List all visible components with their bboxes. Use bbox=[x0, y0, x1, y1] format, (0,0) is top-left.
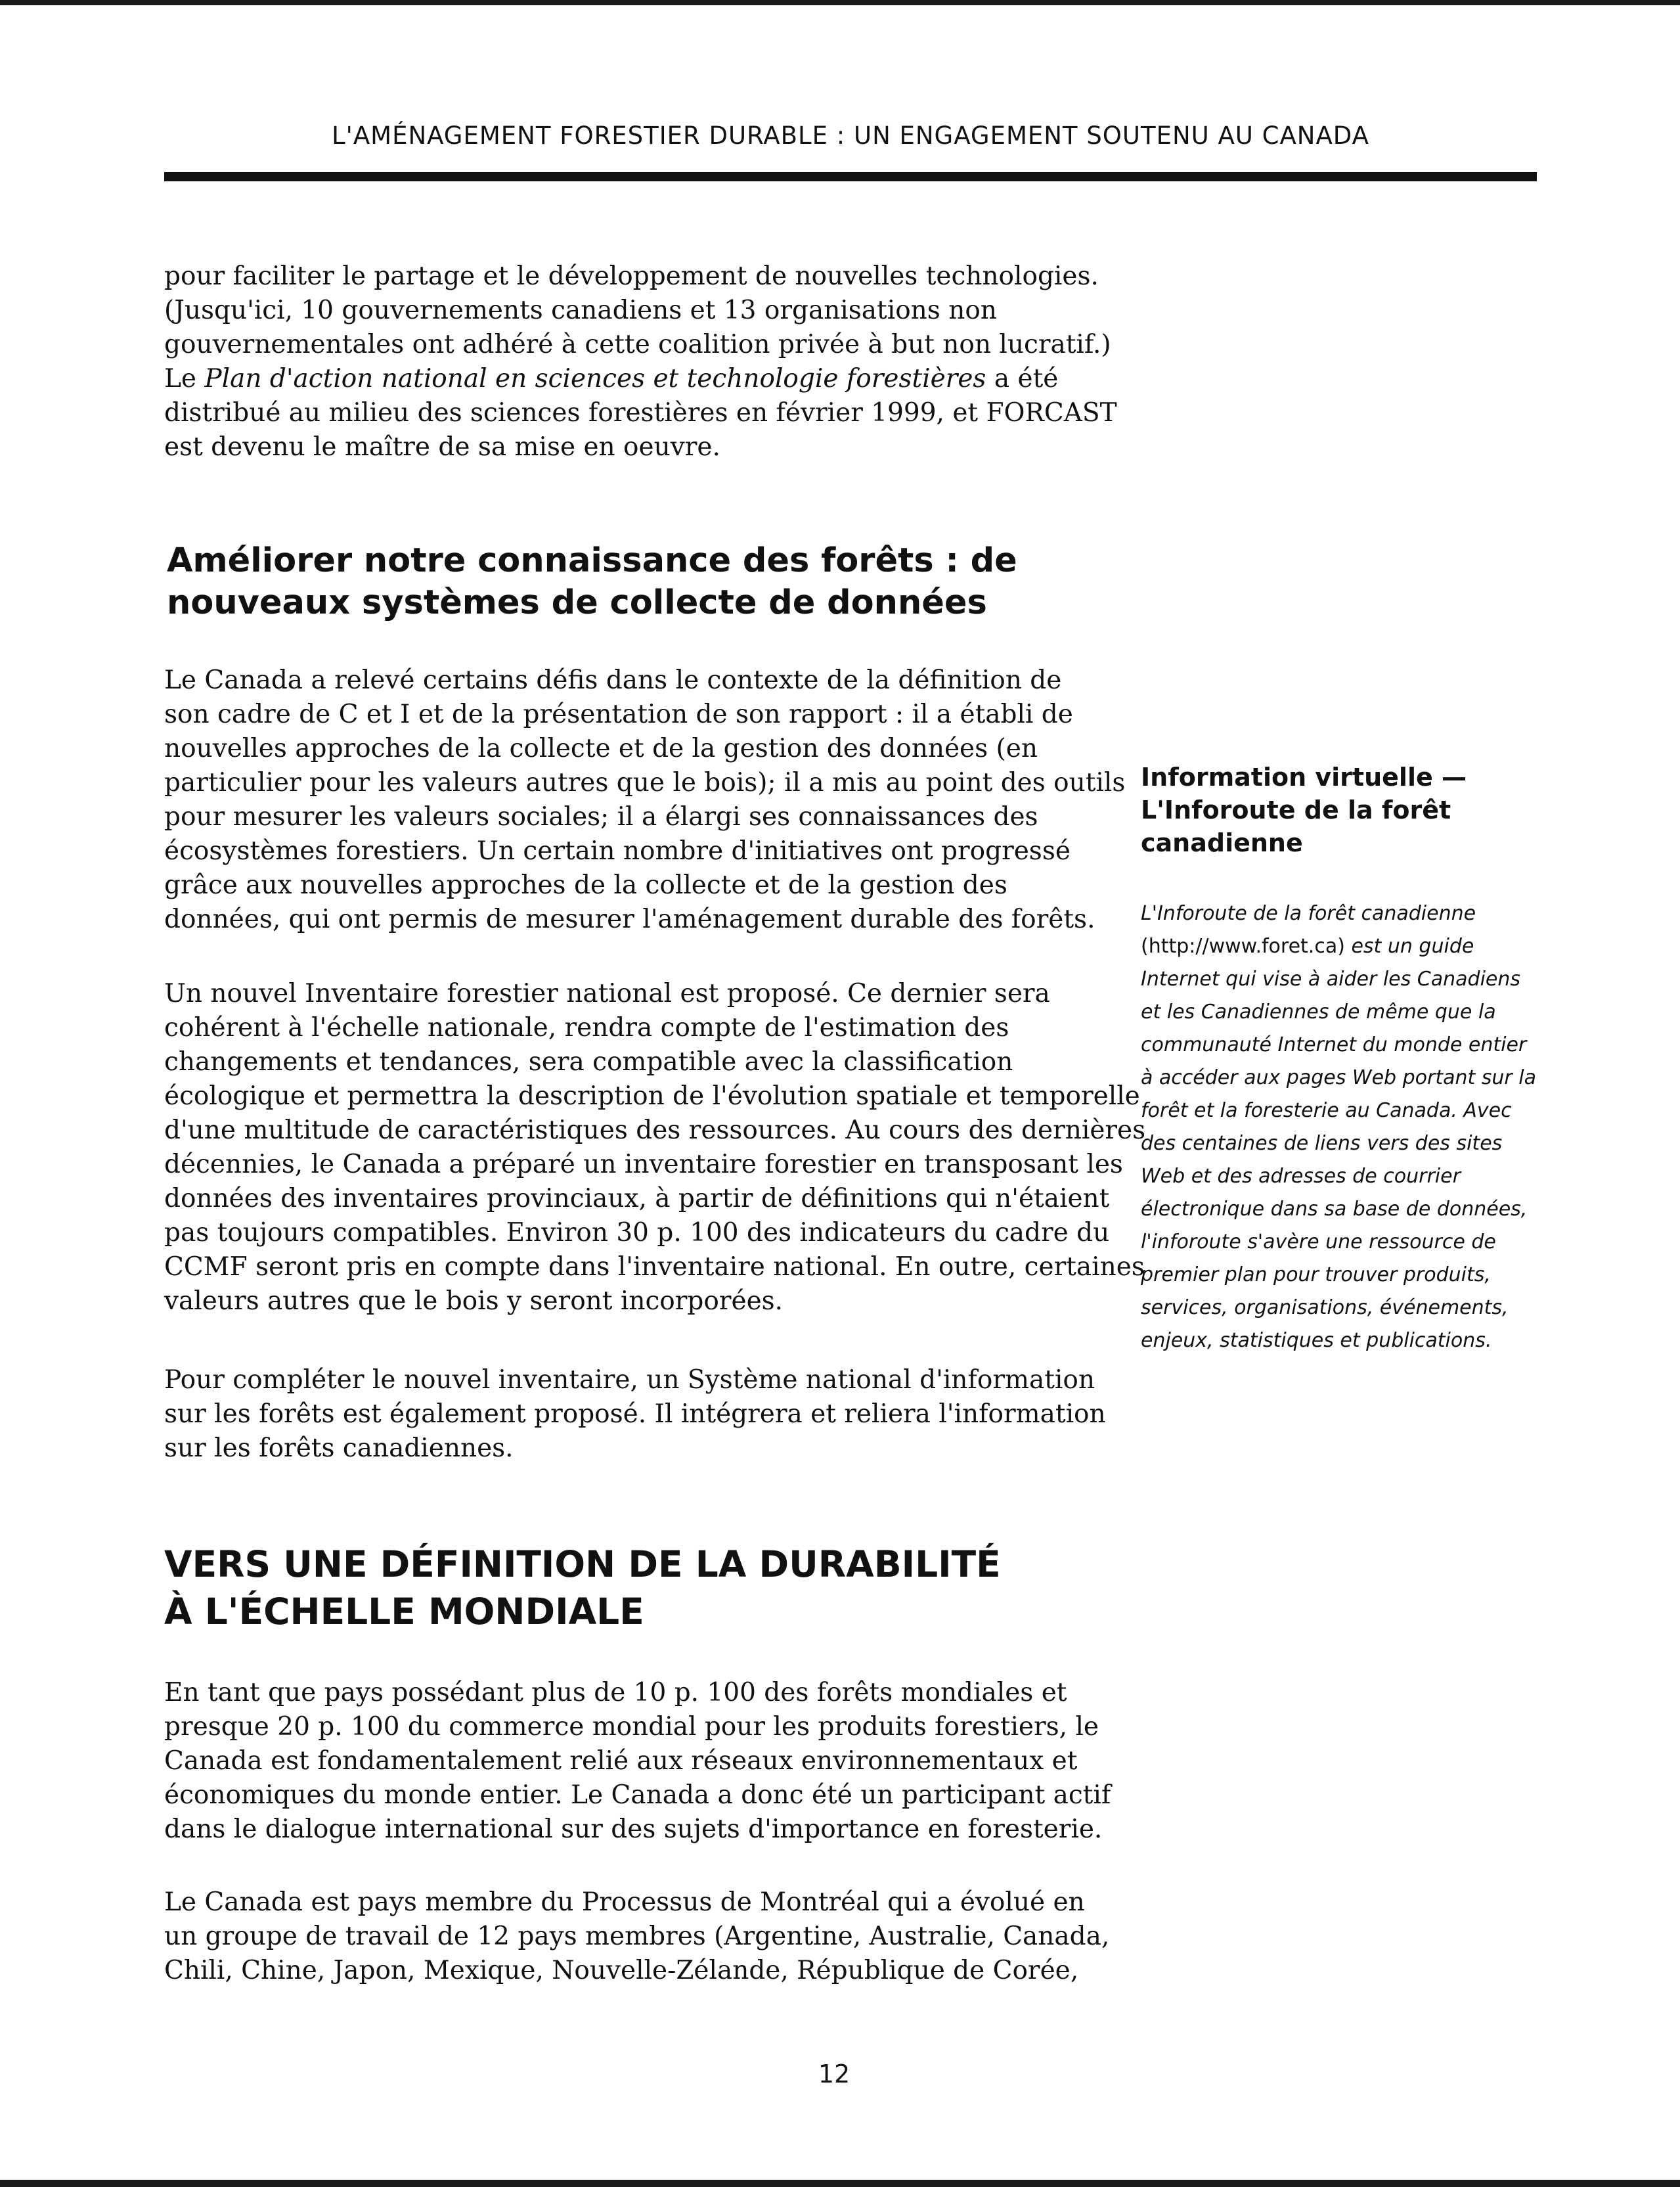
text-line: (Jusqu'ici, 10 gouvernements canadiens et 13 organisations non bbox=[164, 296, 997, 325]
text-line: son cadre de C et I et de la présentation de son rapport : il a établi de bbox=[164, 700, 1073, 729]
text-line: services, organisations, événements, bbox=[1141, 1296, 1509, 1319]
text-line: et les Canadiennes de même que la bbox=[1141, 1001, 1496, 1024]
paragraph bbox=[164, 977, 1145, 1319]
text-run: a été bbox=[986, 364, 1059, 394]
text-line: forêt et la foresterie au Canada. Avec bbox=[1141, 1099, 1512, 1122]
heading-line: L'Inforoute de la forêt bbox=[1141, 796, 1451, 824]
text-line: cohérent à l'échelle nationale, rendra compte de l'estimation des bbox=[164, 1013, 1009, 1043]
text-line: sur les forêts canadiennes. bbox=[164, 1433, 514, 1463]
text-line: CCMF seront pris en compte dans l'inventaire national. En outre, certaines bbox=[164, 1252, 1145, 1282]
text-line: pas toujours compatibles. Environ 30 p. 100 des indicateurs du cadre du bbox=[164, 1218, 1110, 1248]
text-line: d'une multitude de caractéristiques des ressources. Au cours des dernières bbox=[164, 1116, 1146, 1145]
section-heading bbox=[164, 1541, 1001, 1635]
text-line: gouvernementales ont adhéré à cette coalition privée à but non lucratif.) bbox=[164, 330, 1111, 359]
text-line: particulier pour les valeurs autres que le bois); il a mis au point des outils bbox=[164, 768, 1126, 798]
page-number: 12 bbox=[818, 2060, 851, 2088]
text-line: économiques du monde entier. Le Canada a donc été un participant actif bbox=[164, 1780, 1111, 1810]
text-line: distribué au milieu des sciences forestières en février 1999, et FORCAST bbox=[164, 398, 1117, 428]
text-line: Internet qui vise à aider les Canadiens bbox=[1141, 968, 1520, 991]
text-line: Canada est fondamentalement relié aux réseaux environnementaux et bbox=[164, 1746, 1078, 1776]
intro-paragraph bbox=[164, 259, 1117, 464]
text-line: Le Canada a relevé certains défis dans le contexte de la définition de bbox=[164, 665, 1062, 695]
text-line: changements et tendances, sera compatible avec la classification bbox=[164, 1047, 1013, 1077]
heading-line: Améliorer notre connaissance des forêts : de bbox=[167, 541, 1017, 580]
text-line: premier plan pour trouver produits, bbox=[1141, 1263, 1491, 1286]
text-line: Chili, Chine, Japon, Mexique, Nouvelle-Zélande, République de Corée, bbox=[164, 1956, 1079, 1985]
text-line: est devenu le maître de sa mise en oeuvre. bbox=[164, 432, 720, 462]
text-line: presque 20 p. 100 du commerce mondial pour les produits forestiers, le bbox=[164, 1712, 1099, 1742]
text-line: des centaines de liens vers des sites bbox=[1141, 1132, 1503, 1155]
heading-line: À L'ÉCHELLE MONDIALE bbox=[164, 1590, 644, 1633]
text-line: l'inforoute s'avère une ressource de bbox=[1141, 1230, 1496, 1253]
text-line bbox=[1141, 930, 1555, 963]
plan-title-italic: Plan d'action national en sciences et technologie forestières bbox=[204, 364, 986, 394]
heading-line: Information virtuelle — bbox=[1141, 763, 1467, 792]
text-line: valeurs autres que le bois y seront incorporées. bbox=[164, 1286, 784, 1316]
text-run: est un guide bbox=[1344, 935, 1474, 958]
text-line: sur les forêts est également proposé. Il intégrera et reliera l'information bbox=[164, 1399, 1106, 1429]
text-line: Web et des adresses de courrier bbox=[1141, 1165, 1461, 1188]
text-line: En tant que pays possédant plus de 10 p. 100 des forêts mondiales et bbox=[164, 1678, 1067, 1707]
sidebar-url-link[interactable]: (http://www.foret.ca) bbox=[1141, 935, 1345, 958]
text-line: pour faciliter le partage et le développement de nouvelles technologies. bbox=[164, 261, 1099, 291]
text-line: données, qui ont permis de mesurer l'aménagement durable des forêts. bbox=[164, 905, 1095, 934]
text-line: Un nouvel Inventaire forestier national est proposé. Ce dernier sera bbox=[164, 979, 1050, 1008]
paragraph bbox=[164, 1363, 1106, 1466]
paragraph bbox=[164, 664, 1125, 937]
paragraph bbox=[164, 1676, 1111, 1847]
running-header: L'AMÉNAGEMENT FORESTIER DURABLE : UN ENGAGEMENT SOUTENU AU CANADA bbox=[332, 122, 1369, 150]
text-line: Pour compléter le nouvel inventaire, un Système national d'information bbox=[164, 1365, 1095, 1395]
text-line: nouvelles approches de la collecte et de la gestion des données (en bbox=[164, 734, 1038, 763]
header-rule bbox=[164, 172, 1537, 181]
text-line: écosystèmes forestiers. Un certain nombre d'initiatives ont progressé bbox=[164, 836, 1071, 866]
text-line: dans le dialogue international sur des sujets d'importance en foresterie. bbox=[164, 1815, 1103, 1844]
heading-line: canadienne bbox=[1141, 828, 1303, 857]
text-line: Le Canada est pays membre du Processus de Montréal qui a évolué en bbox=[164, 1887, 1085, 1917]
paragraph bbox=[164, 1885, 1109, 1988]
text-line: grâce aux nouvelles approches de la collecte et de la gestion des bbox=[164, 870, 1007, 900]
text-run: Le bbox=[164, 364, 205, 394]
text-line: électronique dans sa base de données, bbox=[1141, 1198, 1528, 1221]
text-line bbox=[164, 362, 1117, 396]
sidebar-text bbox=[1141, 897, 1555, 1357]
text-line: communauté Internet du monde entier bbox=[1141, 1033, 1527, 1056]
text-line: écologique et permettra la description de l'évolution spatiale et temporelle bbox=[164, 1081, 1140, 1111]
text-line: données des inventaires provinciaux, à partir de définitions qui n'étaient bbox=[164, 1184, 1110, 1213]
text-line: un groupe de travail de 12 pays membres (Argentine, Australie, Canada, bbox=[164, 1922, 1110, 1951]
scan-bottom-edge bbox=[0, 2180, 1680, 2187]
text-line: décennies, le Canada a préparé un inventaire forestier en transposant les bbox=[164, 1150, 1123, 1179]
scan-top-edge bbox=[0, 0, 1680, 5]
heading-line: nouveaux systèmes de collecte de données bbox=[167, 583, 987, 622]
text-line: L'Inforoute de la forêt canadienne bbox=[1141, 902, 1476, 925]
heading-line: VERS UNE DÉFINITION DE LA DURABILITÉ bbox=[164, 1543, 1001, 1585]
section-heading bbox=[167, 540, 1017, 624]
text-line: enjeux, statistiques et publications. bbox=[1141, 1329, 1492, 1352]
text-line: pour mesurer les valeurs sociales; il a élargi ses connaissances des bbox=[164, 802, 1038, 832]
text-line: à accéder aux pages Web portant sur la bbox=[1141, 1066, 1537, 1089]
sidebar-title bbox=[1141, 761, 1568, 859]
